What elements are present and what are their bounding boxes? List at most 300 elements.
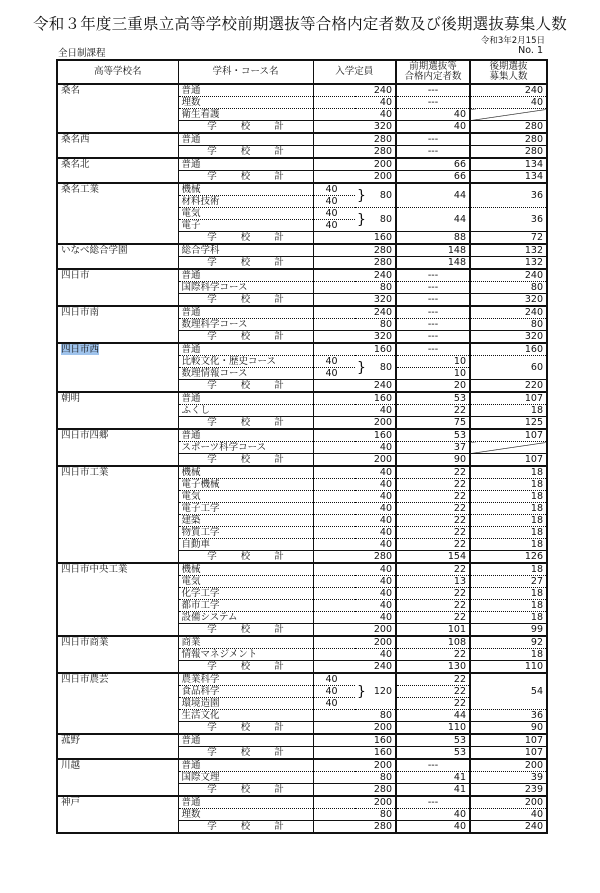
header-capacity: 入学定員 (313, 60, 396, 84)
capacity: 160 (313, 392, 396, 405)
capacity: 160 (313, 429, 396, 442)
group-capacity-value: 80 (379, 362, 393, 373)
post-selection-count: 18 (470, 600, 547, 612)
pre-selection-count: 22 (396, 600, 470, 612)
document-date: 令和3年2月15日 (480, 36, 545, 46)
sub-capacity: 40 (313, 698, 355, 710)
school-name-cell (57, 673, 178, 734)
course-name: 電子機械 (178, 479, 313, 491)
pre-selection-count: 40 (396, 809, 470, 821)
sub-capacity: 40 (313, 686, 355, 698)
capacity: 40 (313, 576, 396, 588)
course-name: 普通 (178, 343, 313, 356)
post-selection-count: 240 (470, 269, 547, 282)
table-row (57, 183, 547, 196)
capacity: 40 (313, 563, 396, 576)
pre-selection-count: --- (396, 306, 470, 319)
total-label-cell (178, 417, 313, 430)
post-selection-count: 90 (470, 722, 547, 735)
post-selection-count: 240 (470, 821, 547, 834)
post-selection-count: 72 (470, 232, 547, 245)
capacity: 40 (313, 442, 396, 454)
course-name: 理数 (178, 97, 313, 109)
post-selection-count: 320 (470, 331, 547, 344)
capacity: 160 (313, 734, 396, 747)
capacity: 40 (313, 600, 396, 612)
group-capacity (355, 673, 396, 710)
course-name: 理数 (178, 809, 313, 821)
total-label: 学校計 (207, 821, 308, 832)
course-name: 電気 (178, 491, 313, 503)
capacity: 80 (313, 282, 396, 294)
course-name: 機械 (178, 563, 313, 576)
post-selection-count: 107 (470, 454, 547, 467)
pre-selection-count: 22 (396, 479, 470, 491)
pre-selection-count: 22 (396, 698, 470, 710)
pre-selection-count: 22 (396, 686, 470, 698)
capacity: 240 (313, 306, 396, 319)
course-name: 普通 (178, 158, 313, 171)
table-row (57, 343, 547, 356)
school-name: 桑名北 (61, 159, 90, 170)
school-name: 神戸 (61, 797, 81, 808)
header-pre-line2: 合格内定者数 (404, 71, 462, 82)
capacity: 320 (313, 121, 396, 134)
header-course: 学科・コース名 (178, 60, 313, 84)
pre-selection-count: --- (396, 282, 470, 294)
post-selection-count: 40 (470, 97, 547, 109)
school-name: 桑名 (61, 85, 81, 96)
total-label-cell (178, 171, 313, 184)
total-label-cell (178, 661, 313, 674)
course-name: 自動車 (178, 539, 313, 551)
pre-selection-count: 53 (396, 747, 470, 760)
pre-selection-count: 44 (396, 710, 470, 722)
sub-capacity: 40 (313, 196, 355, 208)
group-capacity-value: 80 (379, 190, 393, 201)
capacity: 240 (313, 661, 396, 674)
header-post-line1: 後期選抜 (489, 61, 528, 72)
table-row (57, 759, 547, 772)
group-capacity (355, 183, 396, 208)
table-row (57, 84, 547, 97)
sub-capacity: 40 (313, 356, 355, 368)
post-selection-count: 200 (470, 796, 547, 809)
pre-selection-count: 22 (396, 539, 470, 551)
post-selection-count: 125 (470, 417, 547, 430)
course-name: 電子 (178, 220, 313, 232)
pre-selection-count: 40 (396, 109, 470, 121)
post-selection-count: 240 (470, 84, 547, 97)
course-name: 農業科学 (178, 673, 313, 686)
capacity: 280 (313, 133, 396, 146)
post-selection-count: 60 (470, 356, 547, 380)
capacity: 280 (313, 244, 396, 257)
post-selection-count: 80 (470, 319, 547, 331)
school-name: 桑名工業 (61, 184, 100, 195)
course-name: 商業 (178, 636, 313, 649)
post-selection-count: 134 (470, 171, 547, 184)
course-name: 環境造園 (178, 698, 313, 710)
pre-selection-count: 130 (396, 661, 470, 674)
total-label-cell (178, 454, 313, 467)
total-label: 学校計 (207, 454, 308, 465)
school-name-cell (57, 563, 178, 636)
school-name: 四日市 (61, 270, 90, 281)
post-selection-count: 54 (470, 673, 547, 710)
post-selection-count: 18 (470, 479, 547, 491)
pre-selection-count: 40 (396, 821, 470, 834)
total-label-cell (178, 624, 313, 637)
pre-selection-count: --- (396, 133, 470, 146)
capacity: 40 (313, 109, 396, 121)
pre-selection-count: 22 (396, 673, 470, 686)
pre-selection-count: 41 (396, 772, 470, 784)
post-selection-count: 39 (470, 772, 547, 784)
total-label-cell (178, 257, 313, 270)
school-name: 四日市中央工業 (61, 564, 128, 575)
post-selection-count: 18 (470, 527, 547, 539)
course-type-label: 全日制課程 (58, 48, 106, 59)
total-label: 学校計 (207, 417, 308, 428)
pre-selection-count: --- (396, 759, 470, 772)
capacity: 40 (313, 649, 396, 661)
pre-selection-count: 53 (396, 734, 470, 747)
post-selection-count: 18 (470, 588, 547, 600)
post-selection-count: 107 (470, 392, 547, 405)
capacity: 200 (313, 454, 396, 467)
pre-selection-count: 66 (396, 158, 470, 171)
post-selection-count: 18 (470, 649, 547, 661)
capacity: 40 (313, 466, 396, 479)
post-selection-count: 18 (470, 539, 547, 551)
total-label-cell (178, 232, 313, 245)
pre-selection-count: 22 (396, 491, 470, 503)
school-name-cell (57, 84, 178, 133)
total-label-cell (178, 294, 313, 307)
total-label-cell (178, 821, 313, 834)
course-name: 普通 (178, 392, 313, 405)
post-selection-count: 220 (470, 380, 547, 393)
total-label-cell (178, 551, 313, 564)
total-label: 学校計 (207, 380, 308, 391)
table-row (57, 429, 547, 442)
post-selection-count: 18 (470, 491, 547, 503)
post-selection-count: 18 (470, 503, 547, 515)
group-capacity-value: 120 (373, 686, 393, 697)
pre-selection-count: 148 (396, 257, 470, 270)
document-title: 令和３年度三重県立高等学校前期選抜等合格内定者数及び後期選抜募集人数 (33, 15, 567, 33)
post-selection-count: 110 (470, 661, 547, 674)
pre-selection-count: 22 (396, 503, 470, 515)
capacity: 160 (313, 343, 396, 356)
capacity: 40 (313, 612, 396, 624)
course-name: 数理科学コース (178, 319, 313, 331)
capacity: 160 (313, 747, 396, 760)
brace-icon: } (357, 359, 366, 376)
capacity: 40 (313, 479, 396, 491)
course-name: 国際文理 (178, 772, 313, 784)
total-label-cell (178, 146, 313, 159)
pre-selection-count: --- (396, 294, 470, 307)
post-selection-count: 107 (470, 734, 547, 747)
course-name: 電気 (178, 576, 313, 588)
pre-selection-count: 108 (396, 636, 470, 649)
pre-selection-count: 53 (396, 392, 470, 405)
capacity: 200 (313, 417, 396, 430)
post-selection-count: 160 (470, 343, 547, 356)
school-name-cell (57, 796, 178, 833)
school-name-cell (57, 734, 178, 759)
capacity: 280 (313, 551, 396, 564)
group-capacity (355, 356, 396, 380)
capacity: 40 (313, 491, 396, 503)
school-name: 四日市西 (61, 344, 100, 355)
course-name: 比較文化・歴史コース (178, 356, 313, 368)
sub-capacity: 40 (313, 183, 355, 196)
pre-selection-count: 53 (396, 429, 470, 442)
brace-icon: } (357, 683, 366, 700)
school-name-cell (57, 306, 178, 343)
post-selection-count: 240 (470, 306, 547, 319)
post-selection-count: 18 (470, 405, 547, 417)
capacity: 80 (313, 710, 396, 722)
total-label: 学校計 (207, 551, 308, 562)
table-row (57, 673, 547, 686)
course-name: 普通 (178, 796, 313, 809)
total-label: 学校計 (207, 232, 308, 243)
school-name-cell (57, 636, 178, 673)
course-name: 情報マネジメント (178, 649, 313, 661)
total-label: 学校計 (207, 146, 308, 157)
pre-selection-count: --- (396, 269, 470, 282)
table-row (57, 306, 547, 319)
school-name-cell (57, 466, 178, 563)
total-label: 学校計 (207, 661, 308, 672)
brace-icon: } (357, 211, 366, 228)
post-selection-count: 18 (470, 612, 547, 624)
post-selection-count: 280 (470, 133, 547, 146)
course-name: 生活文化 (178, 710, 313, 722)
page-number: No. 1 (518, 45, 543, 56)
school-name: 四日市商業 (61, 637, 109, 648)
course-name: ふくし (178, 405, 313, 417)
course-name: 普通 (178, 734, 313, 747)
total-label: 学校計 (207, 784, 308, 795)
capacity: 200 (313, 636, 396, 649)
table-row (57, 636, 547, 649)
table-row (57, 392, 547, 405)
sub-capacity: 40 (313, 673, 355, 686)
capacity: 40 (313, 539, 396, 551)
total-label: 学校計 (207, 747, 308, 758)
post-selection-count: 239 (470, 784, 547, 797)
post-selection-count: 280 (470, 146, 547, 159)
course-name: 普通 (178, 269, 313, 282)
pre-selection-count: 22 (396, 527, 470, 539)
course-name: 普通 (178, 759, 313, 772)
pre-selection-count: 90 (396, 454, 470, 467)
school-name-cell (57, 244, 178, 269)
school-name: 四日市農芸 (61, 674, 109, 685)
school-name-cell (57, 183, 178, 244)
capacity: 80 (313, 809, 396, 821)
pre-selection-count: 154 (396, 551, 470, 564)
total-label-cell (178, 121, 313, 134)
total-label-cell (178, 380, 313, 393)
pre-selection-count: 22 (396, 612, 470, 624)
sub-capacity: 40 (313, 208, 355, 220)
pre-selection-count: 44 (396, 208, 470, 232)
course-name: 建築 (178, 515, 313, 527)
pre-selection-count: 88 (396, 232, 470, 245)
capacity: 240 (313, 380, 396, 393)
school-name: 川越 (61, 760, 81, 771)
course-name: スポーツ科学コース (178, 442, 313, 454)
pre-selection-count: 22 (396, 588, 470, 600)
capacity: 40 (313, 503, 396, 515)
school-name-cell (57, 269, 178, 306)
pre-selection-count: 13 (396, 576, 470, 588)
table-row (57, 269, 547, 282)
pre-selection-count: 22 (396, 405, 470, 417)
total-label: 学校計 (207, 331, 308, 342)
total-label: 学校計 (207, 121, 308, 132)
course-name: 総合学科 (178, 244, 313, 257)
post-selection-count: 92 (470, 636, 547, 649)
post-selection-count: 36 (470, 710, 547, 722)
post-selection-count: 107 (470, 747, 547, 760)
post-selection-count: 132 (470, 257, 547, 270)
capacity: 40 (313, 588, 396, 600)
total-label: 学校計 (207, 257, 308, 268)
total-label-cell (178, 331, 313, 344)
pre-selection-count: --- (396, 97, 470, 109)
course-name: 都市工学 (178, 600, 313, 612)
pre-selection-count: 22 (396, 515, 470, 527)
pre-selection-count: 22 (396, 563, 470, 576)
pre-selection-count: --- (396, 84, 470, 97)
capacity: 40 (313, 515, 396, 527)
post-selection-count: 36 (470, 208, 547, 232)
sub-capacity: 40 (313, 220, 355, 232)
school-name: 四日市工業 (61, 467, 109, 478)
total-label-cell (178, 747, 313, 760)
capacity: 40 (313, 97, 396, 109)
header-post-line2: 募集人数 (489, 71, 528, 82)
capacity: 320 (313, 294, 396, 307)
capacity: 80 (313, 772, 396, 784)
school-name-cell (57, 429, 178, 466)
pre-selection-count: 41 (396, 784, 470, 797)
capacity: 200 (313, 158, 396, 171)
total-label-cell (178, 722, 313, 735)
pre-selection-count: 37 (396, 442, 470, 454)
capacity: 280 (313, 146, 396, 159)
school-name: 四日市四郷 (61, 430, 109, 441)
capacity: 280 (313, 821, 396, 834)
brace-icon: } (357, 187, 366, 204)
pre-selection-count: 110 (396, 722, 470, 735)
total-label-cell (178, 784, 313, 797)
school-name-cell (57, 759, 178, 796)
not-applicable-cell (470, 442, 547, 454)
pre-selection-count: 22 (396, 466, 470, 479)
header-pre-line1: 前期選抜等 (409, 61, 457, 72)
table-row (57, 133, 547, 146)
table-header (57, 60, 547, 84)
post-selection-count: 18 (470, 563, 547, 576)
table-row (57, 158, 547, 171)
course-name: 普通 (178, 133, 313, 146)
post-selection-count: 36 (470, 183, 547, 208)
course-name: 普通 (178, 84, 313, 97)
course-name: 設備システム (178, 612, 313, 624)
course-name: 国際科学コース (178, 282, 313, 294)
group-capacity-value: 80 (379, 214, 393, 225)
pre-selection-count: --- (396, 319, 470, 331)
course-name: 数理情報コース (178, 368, 313, 380)
school-name: いなべ総合学園 (61, 245, 128, 256)
capacity: 280 (313, 784, 396, 797)
pre-selection-count: 66 (396, 171, 470, 184)
school-name: 桑名西 (61, 134, 90, 145)
capacity: 40 (313, 405, 396, 417)
capacity: 320 (313, 331, 396, 344)
table-row (57, 466, 547, 479)
pre-selection-count: 75 (396, 417, 470, 430)
course-name: 普通 (178, 429, 313, 442)
capacity: 200 (313, 796, 396, 809)
table-row (57, 244, 547, 257)
total-label: 学校計 (207, 624, 308, 635)
capacity: 200 (313, 722, 396, 735)
post-selection-count: 80 (470, 282, 547, 294)
pre-selection-count: 40 (396, 121, 470, 134)
course-name: 普通 (178, 306, 313, 319)
pre-selection-count: 22 (396, 649, 470, 661)
post-selection-count: 18 (470, 515, 547, 527)
group-capacity (355, 208, 396, 232)
capacity: 160 (313, 232, 396, 245)
not-applicable-cell (470, 109, 547, 121)
pre-selection-count: 20 (396, 380, 470, 393)
post-selection-count: 200 (470, 759, 547, 772)
school-name: 菰野 (61, 735, 81, 746)
post-selection-count: 280 (470, 121, 547, 134)
post-selection-count: 40 (470, 809, 547, 821)
post-selection-count: 99 (470, 624, 547, 637)
capacity: 40 (313, 527, 396, 539)
total-label: 学校計 (207, 722, 308, 733)
school-name-cell (57, 343, 178, 392)
pre-selection-count: 10 (396, 356, 470, 368)
capacity: 80 (313, 319, 396, 331)
total-label: 学校計 (207, 294, 308, 305)
header-post-selection (470, 60, 547, 84)
post-selection-count: 107 (470, 429, 547, 442)
school-name: 朝明 (61, 393, 81, 404)
pre-selection-count: --- (396, 331, 470, 344)
pre-selection-count: --- (396, 343, 470, 356)
post-selection-count: 18 (470, 466, 547, 479)
pre-selection-count: 44 (396, 183, 470, 208)
pre-selection-count: 101 (396, 624, 470, 637)
school-name: 四日市南 (61, 307, 100, 318)
capacity: 240 (313, 269, 396, 282)
capacity: 200 (313, 171, 396, 184)
pre-selection-count: 148 (396, 244, 470, 257)
